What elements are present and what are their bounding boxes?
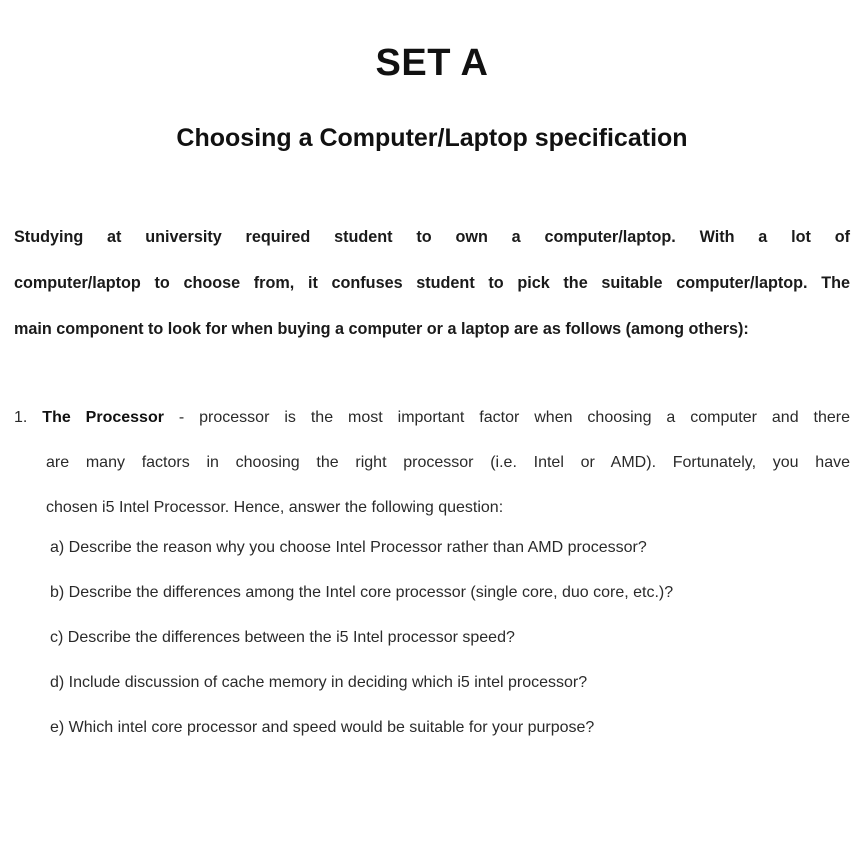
- document-subtitle: Choosing a Computer/Laptop specification: [176, 124, 688, 152]
- sub-question-d: d) Include discussion of cache memory in deciding which i5 intel processor?: [50, 674, 588, 691]
- sub-question-e: e) Which intel core processor and speed would be suitable for your purpose?: [50, 719, 595, 736]
- intro-line: main component to look for when buying a computer or a laptop are as follows (among others):: [14, 320, 749, 338]
- set-title: SET A: [375, 42, 489, 84]
- question-1-line-2: are many factors in choosing the right processor (i.e. Intel or AMD). Fortunately, you have: [46, 454, 850, 471]
- sub-question-a: a) Describe the reason why you choose Intel Processor rather than AMD processor?: [50, 539, 647, 556]
- sub-question-b: b) Describe the differences among the Intel core processor (single core, duo core, etc.)?: [50, 584, 674, 601]
- question-1: [14, 395, 850, 530]
- question-number: 1.: [14, 409, 28, 426]
- intro-paragraph: [14, 214, 850, 352]
- question-heading: The Processor: [42, 409, 164, 426]
- sub-question-list: [50, 528, 850, 753]
- question-1-line-3: chosen i5 Intel Processor. Hence, answer the following question:: [46, 499, 504, 516]
- intro-line: computer/laptop to choose from, it confuses student to pick the suitable computer/laptop. The: [14, 274, 850, 292]
- intro-line: Studying at university required student to own a computer/laptop. With a lot of: [14, 228, 850, 246]
- sub-question-c: c) Describe the differences between the i5 Intel processor speed?: [50, 629, 515, 646]
- question-1-first-line: [14, 395, 850, 440]
- question-text: - processor is the most important factor when choosing a computer and there: [163, 409, 851, 426]
